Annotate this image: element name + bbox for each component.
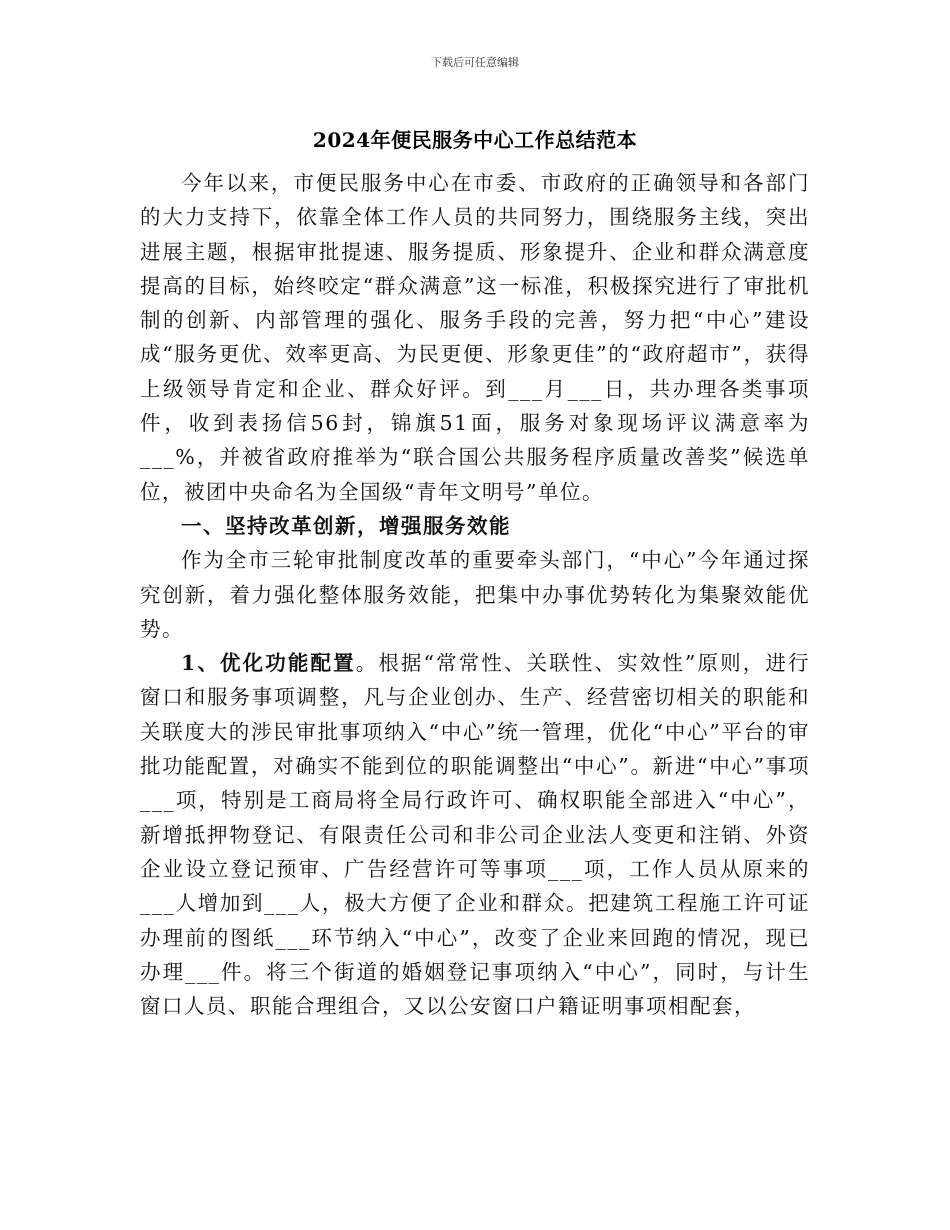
item-paragraph (140, 646, 810, 1023)
section-intro-paragraph: 作为全市三轮审批制度改革的重要牵头部门，“中心”今年通过探究创新，着力强化整体服务效能，把集中办事优势转化为集聚效能优势。 (140, 548, 810, 641)
document-title: 2024年便民服务中心工作总结范本 (312, 128, 638, 152)
item-text: 。根据“常常性、关联性、实效性”原则，进行窗口和服务事项调整，凡与企业创办、生产、经营密切相关的职能和关联度大的涉民审批事项纳入“中心”统一管理，优化“中心”平台的审批功能配置，对确实不能到位的职能调整出“中心”。新进“中心”事项___项，特别是工商局将全局行政许可、确权职能全部进入“中心”，新增抵押物登记、有限责任公司和非公司企业法人变更和注销、外资企业设立登记预审、广告经营许可等事项___项，工作人员从原来的___人增加到___人，极大方便了企业和群众。把建筑工程施工许可证办理前的图纸___环节纳入“中心”，改变了企业来回跑的情况，现已办理___件。将三个街道的婚姻登记事项纳入“中心”，同时，与计生窗口人员、职能合理组合，又以公安窗口户籍证明事项相配套， (140, 651, 810, 1019)
document-body (140, 166, 810, 1023)
section-heading: 一、坚持改革创新，增强服务效能 (181, 513, 511, 538)
intro-paragraph: 今年以来，市便民服务中心在市委、市政府的正确领导和各部门的大力支持下，依靠全体工作人员的共同努力，围绕服务主线，突出进展主题，根据审批提速、服务提质、形象提升、企业和群众满意度提高的目标，始终咬定“群众满意”这一标准，积极探究进行了审批机制的创新、内部管理的强化、服务手段的完善，努力把“中心”建设成“服务更优、效率更高、为民更便、形象更佳”的“政府超市”，获得上级领导肯定和企业、群众好评。到___月___日，共办理各类事项件，收到表扬信56封，锦旗51面，服务对象现场评议满意率为___%，并被省政府推举为“联合国公共服务程序质量改善奖”候选单位，被团中央命名为全国级“青年文明号”单位。 (140, 171, 810, 504)
item-lead: 1、优化功能配置 (181, 651, 356, 676)
page-header-note: 下载后可任意编辑 (431, 56, 519, 69)
